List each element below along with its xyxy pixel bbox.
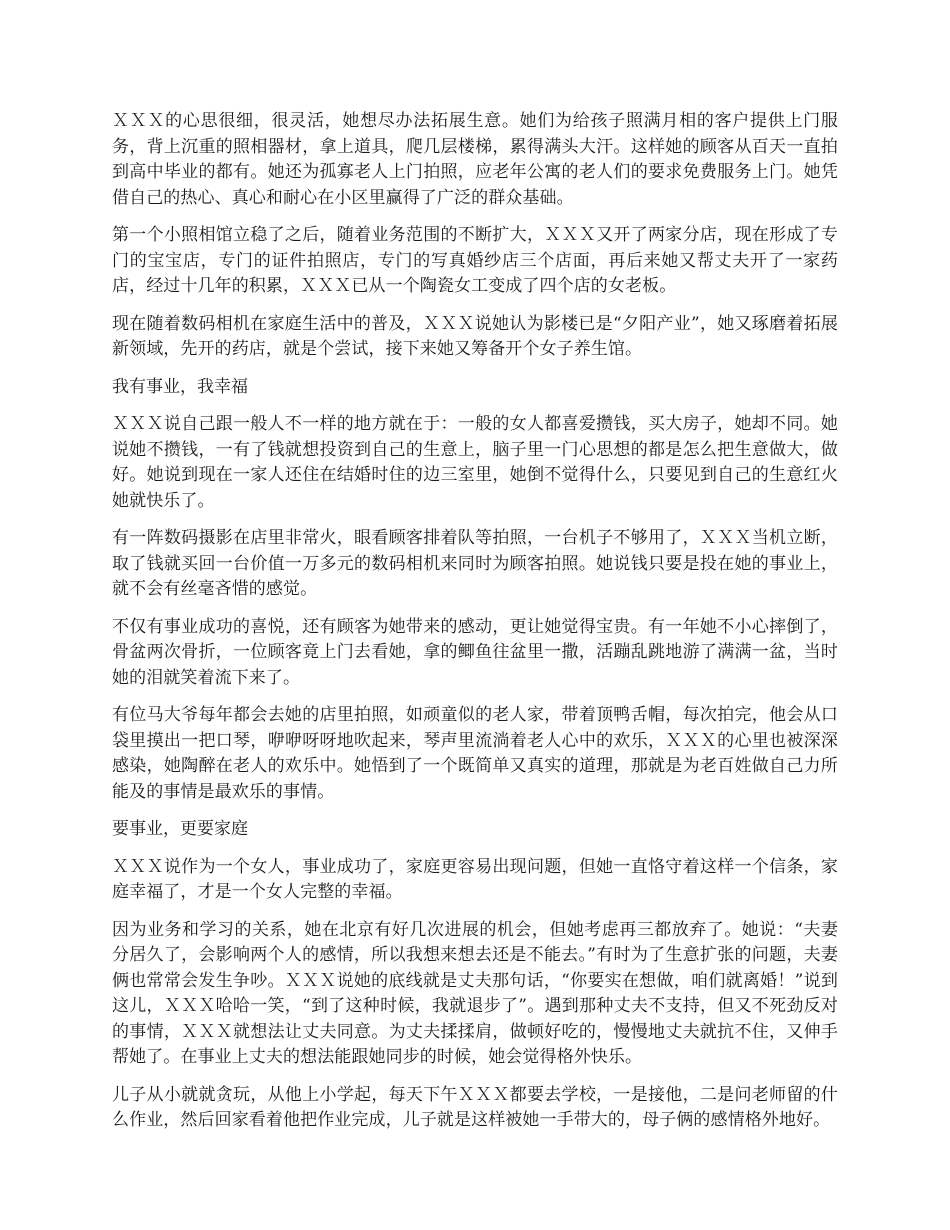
paragraph: 第一个小照相馆立稳了之后，随着业务范围的不断扩大，ＸＸＸ又开了两家分店，现在形成了专门的宝宝店，专门的证件拍照店，专门的写真婚纱店三个店面，再后来她又帮丈夫开了一家药店，经过十几年的积累，ＸＸＸ已从一个陶瓷女工变成了四个店的女老板。 [112, 225, 838, 296]
section-heading: 要事业，更要家庭 [112, 819, 248, 839]
paragraph: 有一阵数码摄影在店里非常火，眼看顾客排着队等拍照，一台机子不够用了，ＸＸＸ当机立断，取了钱就买回一台价值一万多元的数码相机来同时为顾客拍照。她说钱只要是投在她的事业上，就不会有丝毫吝惜的感觉。 [112, 528, 838, 599]
paragraph: ＸＸＸ的心思很细，很灵活，她想尽办法拓展生意。她们为给孩子照满月相的客户提供上门服务，背上沉重的照相器材，拿上道具，爬几层楼梯，累得满头大汗。这样她的顾客从百天一直拍到高中毕业的都有。她还为孤寡老人上门拍照，应老年公寓的老人们的要求免费服务上门。她凭借自己的热心、真心和耐心在小区里赢得了广泛的群众基础。 [112, 111, 838, 208]
paragraph: 因为业务和学习的关系，她在北京有好几次进展的机会，但她考虑再三都放弃了。她说：“夫妻分居久了，会影响两个人的感情，所以我想来想去还是不能去。”有时为了生意扩张的问题，夫妻俩也常常会发生争吵。ＸＸＸ说她的底线就是丈夫那句话，“你要实在想做，咱们就离婚！”说到这儿，ＸＸＸ哈哈一笑，“到了这种时候，我就退步了”。遇到那种丈夫不支持，但又不死劲反对的事情，ＸＸＸ就想法让丈夫同意。为丈夫揉揉肩，做顿好吃的，慢慢地丈夫就抗不住，又伸手帮她了。在事业上丈夫的想法能跟她同步的时候，她会觉得格外快乐。 [112, 919, 838, 1067]
paragraph: 有位马大爷每年都会去她的店里拍照，如顽童似的老人家，带着顶鸭舌帽，每次拍完，他会从口袋里摸出一把口琴，咿咿呀呀地吹起来，琴声里流淌着老人心中的欢乐，ＸＸＸ的心里也被深深感染，她陶醉在老人的欢乐中。她悟到了一个既简单又真实的道理，那就是为老百姓做自己力所能及的事情是最欢乐的事情。 [112, 705, 838, 802]
paragraph: ＸＸＸ说自己跟一般人不一样的地方就在于：一般的女人都喜爱攒钱，买大房子，她却不同。她说她不攒钱，一有了钱就想投资到自己的生意上，脑子里一门心思想的都是怎么把生意做大，做好。她说到现在一家人还住在结婚时住的边三室里，她倒不觉得什么，只要见到自己的生意红火她就快乐了。 [112, 414, 838, 511]
paragraph: 儿子从小就就贪玩，从他上小学起，每天下午ＸＸＸ都要去学校，一是接他，二是问老师留的什么作业，然后回家看着他把作业完成，儿子就是这样被她一手带大的，母子俩的感情格外地好。 [112, 1084, 838, 1130]
paragraph: ＸＸＸ说作为一个女人，事业成功了，家庭更容易出现问题，但她一直恪守着这样一个信条，家庭幸福了，才是一个女人完整的幸福。 [112, 856, 838, 902]
section-heading: 我有事业，我幸福 [112, 376, 248, 397]
paragraph: 不仅有事业成功的喜悦，还有顾客为她带来的感动，更让她觉得宝贵。有一年她不小心摔倒了，骨盆两次骨折，一位顾客竟上门去看她，拿的鲫鱼往盆里一撒，活蹦乱跳地游了满满一盆，当时她的泪就笑着流下来了。 [112, 616, 838, 688]
paragraph: 现在随着数码相机在家庭生活中的普及，ＸＸＸ说她认为影楼已是“夕阳产业”，她又琢磨着拓展新领域，先开的药店，就是个尝试，接下来她又筹备开个女子养生馆。 [112, 313, 838, 359]
